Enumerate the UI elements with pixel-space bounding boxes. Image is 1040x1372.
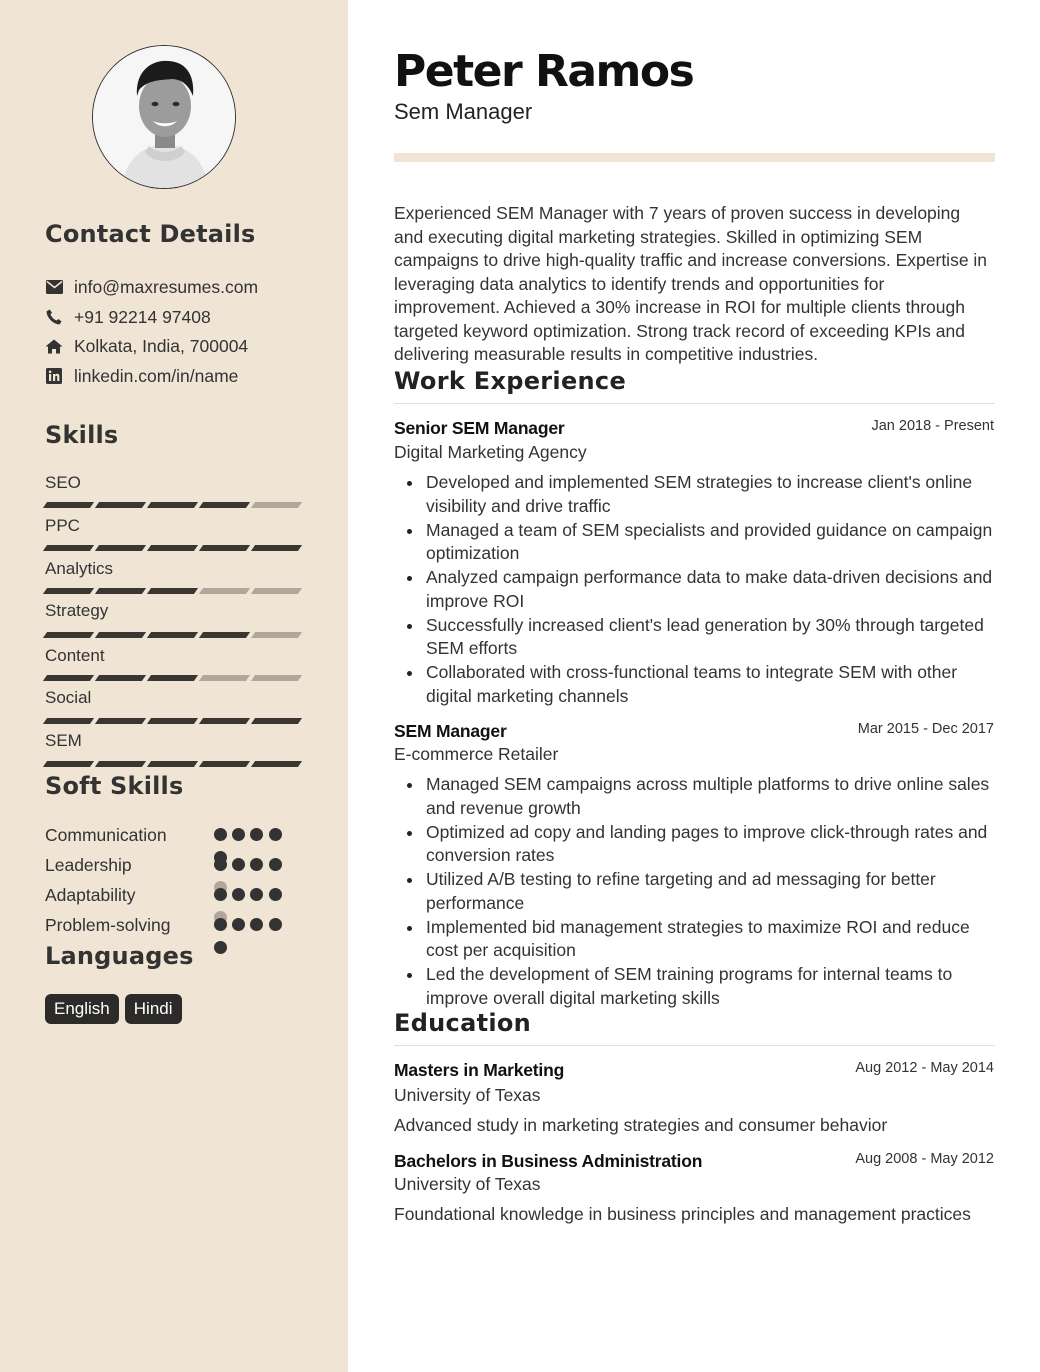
skill-bar-segment <box>43 632 94 638</box>
skill-bar-segment <box>95 588 146 594</box>
contact-linkedin[interactable] <box>45 365 238 387</box>
skill-bar <box>45 502 300 508</box>
skill-bar-segment <box>43 718 94 724</box>
skill-bar <box>45 632 300 638</box>
summary: Experienced SEM Manager with 7 years of proven success in developing and executing digital marketing strategies. Skilled in optimizing SEM campaigns to drive high-quality traffic and increase conversions. Expertise in leveraging data analytics to identify trends and opportunities for improvement. Achieved a 30% increase in ROI for multiple clients through targeted keyword optimization. Strong track record of exceeding KPIs and delivering measurable results in competitive industries. <box>394 203 988 364</box>
skills-heading: Skills <box>45 421 119 449</box>
language-badge: English <box>45 994 119 1024</box>
skill-label: SEO <box>45 473 81 492</box>
contact-email[interactable] <box>45 276 258 298</box>
soft-skill-dot <box>214 918 227 931</box>
soft-skill-label: Problem-solving <box>45 915 171 935</box>
skill-bar <box>45 675 300 681</box>
education-description: Advanced study in marketing strategies and consumer behavior <box>394 1115 888 1135</box>
list-item: Successfully increased client's lead generation by 30% through targeted SEM efforts <box>394 614 994 661</box>
skill-bar-segment <box>199 718 250 724</box>
avatar <box>92 45 236 189</box>
skill-label: Content <box>45 646 105 665</box>
list-item: Utilized A/B testing to refine targeting and ad messaging for better performance <box>394 868 994 915</box>
soft-skills-heading: Soft Skills <box>45 772 184 800</box>
skill-bar-segment <box>95 632 146 638</box>
header-divider <box>394 153 995 162</box>
education-date: Aug 2008 - May 2012 <box>855 1151 994 1167</box>
skill-bar-segment <box>199 545 250 551</box>
job-entry-bullets <box>394 773 994 1011</box>
job-entry-bullets <box>394 471 994 709</box>
skill-bar-segment <box>43 502 94 508</box>
skill-bar-segment <box>147 545 198 551</box>
section-divider <box>394 1045 995 1046</box>
education-degree: Masters in Marketing <box>394 1060 565 1080</box>
contact-phone[interactable] <box>45 306 211 328</box>
skill-bar-segment <box>43 761 94 767</box>
list-item: Implemented bid management strategies to maximize ROI and reduce cost per acquisition <box>394 916 994 963</box>
job-entry-title: SEM Manager <box>394 721 507 741</box>
skill-bar-segment <box>147 502 198 508</box>
soft-skill-dot <box>269 828 282 841</box>
skill-bar-segment <box>199 675 250 681</box>
profile-photo <box>93 46 236 189</box>
candidate-name: Peter Ramos <box>394 46 694 97</box>
skill-label: Strategy <box>45 601 109 620</box>
skill-bar-segment <box>251 502 302 508</box>
contact-heading: Contact Details <box>45 220 256 248</box>
language-badge: Hindi <box>125 994 182 1024</box>
soft-skill-dot <box>232 888 245 901</box>
soft-skill-dot <box>214 828 227 841</box>
skill-bar-segment <box>251 718 302 724</box>
skill-label: PPC <box>45 516 80 535</box>
languages-list <box>45 994 182 1024</box>
soft-skill-dot <box>214 888 227 901</box>
soft-skill-dot <box>214 941 227 954</box>
work-experience-heading: Work Experience <box>394 367 627 395</box>
skill-label: SEM <box>45 731 82 750</box>
sidebar <box>0 0 348 1372</box>
list-item: Developed and implemented SEM strategies to increase client's online visibility and drive traffic <box>394 471 994 518</box>
soft-skill-dot <box>232 828 245 841</box>
job-entry-company: E-commerce Retailer <box>394 744 559 764</box>
contact-linkedin-text: linkedin.com/in/name <box>74 365 239 386</box>
section-divider <box>394 403 995 404</box>
soft-skill-dot <box>232 918 245 931</box>
list-item: Managed SEM campaigns across multiple platforms to drive online sales and revenue growth <box>394 773 994 820</box>
education-school: University of Texas <box>394 1085 541 1105</box>
job-entry-company: Digital Marketing Agency <box>394 442 587 462</box>
skill-bar-segment <box>147 632 198 638</box>
education-description: Foundational knowledge in business principles and management practices <box>394 1204 971 1224</box>
linkedin-icon <box>45 367 63 385</box>
soft-skill-label: Adaptability <box>45 885 136 905</box>
skill-bar-segment <box>95 718 146 724</box>
soft-skill-dot <box>269 918 282 931</box>
skill-bar-segment <box>251 588 302 594</box>
skill-bar-segment <box>43 588 94 594</box>
contact-address <box>45 335 248 357</box>
skill-bar-segment <box>147 675 198 681</box>
soft-skill-dot <box>269 858 282 871</box>
skill-bar-segment <box>251 675 302 681</box>
job-title: Sem Manager <box>394 99 533 124</box>
home-icon <box>45 337 63 355</box>
skill-bar-segment <box>251 632 302 638</box>
skill-label: Social <box>45 688 92 707</box>
soft-skill-dot <box>232 858 245 871</box>
skill-bar-segment <box>95 502 146 508</box>
skill-bar <box>45 761 300 767</box>
skill-bar-segment <box>147 588 198 594</box>
list-item: Led the development of SEM training programs for internal teams to improve overall digital marketing skills <box>394 963 994 1010</box>
skill-bar-segment <box>147 718 198 724</box>
envelope-icon <box>45 278 63 296</box>
soft-skill-dots <box>214 918 294 978</box>
skill-bar <box>45 588 300 594</box>
soft-skill-dot <box>250 918 263 931</box>
soft-skill-label: Leadership <box>45 855 132 875</box>
skill-bar-segment <box>199 588 250 594</box>
soft-skill-dot <box>250 828 263 841</box>
education-date: Aug 2012 - May 2014 <box>855 1060 994 1076</box>
soft-skill-dot <box>250 858 263 871</box>
contact-address-text: Kolkata, India, 700004 <box>74 335 249 356</box>
education-degree: Bachelors in Business Administration <box>394 1151 703 1171</box>
skill-bar-segment <box>95 545 146 551</box>
contact-phone-text: +91 92214 97408 <box>74 306 211 327</box>
education-school: University of Texas <box>394 1174 541 1194</box>
soft-skill-dot <box>214 858 227 871</box>
soft-skill-dot <box>250 888 263 901</box>
skill-bar-segment <box>251 761 302 767</box>
languages-heading: Languages <box>45 942 194 970</box>
job-entry-date: Jan 2018 - Present <box>871 418 994 434</box>
skill-bar-segment <box>43 675 94 681</box>
main-content <box>348 0 1040 1372</box>
skill-bar-segment <box>199 761 250 767</box>
skill-bar-segment <box>43 545 94 551</box>
education-heading: Education <box>394 1009 532 1037</box>
phone-icon <box>45 308 63 326</box>
skill-bar <box>45 718 300 724</box>
skill-bar-segment <box>95 761 146 767</box>
soft-skill-dot <box>269 888 282 901</box>
skill-bar-segment <box>95 675 146 681</box>
skill-label: Analytics <box>45 559 114 578</box>
skill-bar-segment <box>251 545 302 551</box>
list-item: Analyzed campaign performance data to make data-driven decisions and improve ROI <box>394 566 994 613</box>
list-item: Optimized ad copy and landing pages to improve click-through rates and conversion rates <box>394 821 994 868</box>
job-entry-date: Mar 2015 - Dec 2017 <box>857 721 994 737</box>
list-item: Collaborated with cross-functional teams to integrate SEM with other digital marketing channels <box>394 661 994 708</box>
skill-bar-segment <box>199 502 250 508</box>
contact-email-text: info@maxresumes.com <box>74 276 259 297</box>
skill-bar-segment <box>199 632 250 638</box>
skill-bar <box>45 545 300 551</box>
job-entry-title: Senior SEM Manager <box>394 418 565 438</box>
soft-skill-label: Communication <box>45 825 167 845</box>
skill-bar-segment <box>147 761 198 767</box>
list-item: Managed a team of SEM specialists and provided guidance on campaign optimization <box>394 519 994 566</box>
